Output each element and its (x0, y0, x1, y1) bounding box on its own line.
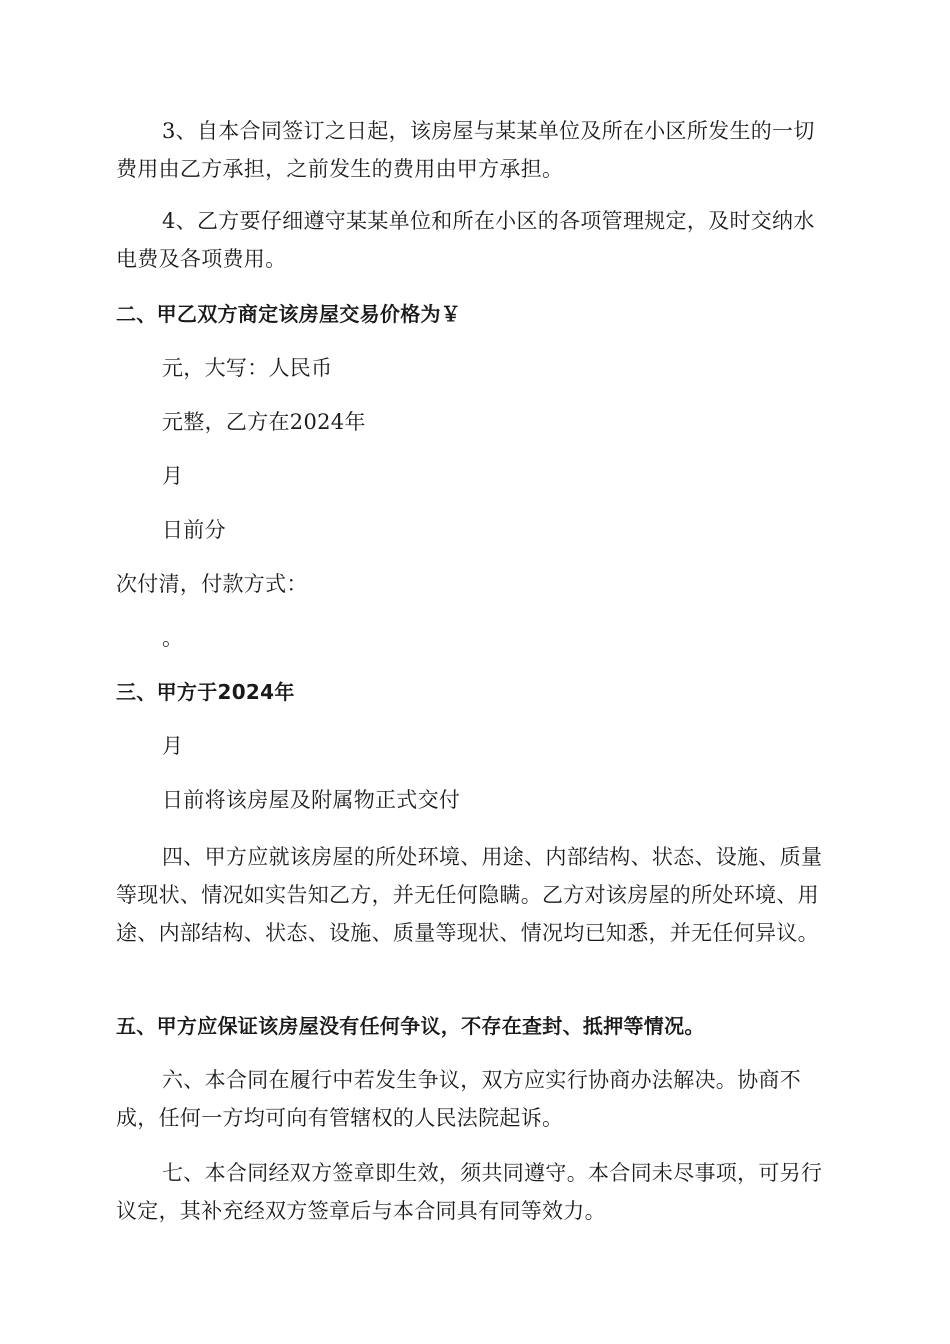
clause-6-dispute: 六、本合同在履行中若发生争议，双方应实行协商办法解决。协商不成，任何一方均可向有管辖权的人民法院起诉。 (116, 1068, 801, 1130)
month-line-1: 月 (162, 464, 184, 488)
clause-4-disclosure: 四、甲方应就该房屋的所处环境、用途、内部结构、状态、设施、质量等现状、情况如实告知乙方，并无任何隐瞒。乙方对该房屋的所处环境、用途、内部结构、状态、设施、质量等现状、情况均已知悉，并无任何异议。 (116, 845, 823, 945)
clause-4: 4、乙方要仔细遵守某某单位和所在小区的各项管理规定，及时交纳水电费及各项费用。 (116, 209, 815, 271)
section-2-heading: 二、甲乙双方商定该房屋交易价格为￥ (116, 302, 462, 326)
price-yuan-line: 元，大写：人民币 (162, 356, 333, 380)
month-line-2: 月 (162, 734, 184, 758)
section-3-heading: 三、甲方于2024年 (116, 680, 295, 704)
clause-7-effect: 七、本合同经双方签章即生效，须共同遵守。本合同未尽事项，可另行议定，其补充经双方签章后与本合同具有同等效力。 (116, 1161, 823, 1223)
day-before-line: 日前分 (162, 518, 226, 542)
price-yuanzheng-line: 元整，乙方在2024年 (162, 410, 366, 434)
clause-3: 3、自本合同签订之日起，该房屋与某某单位及所在小区所发生的一切费用由乙方承担，之前发生的费用由甲方承担。 (116, 119, 815, 181)
delivery-line: 日前将该房屋及附属物正式交付 (162, 788, 461, 812)
period-line: 。 (162, 626, 184, 650)
payment-method-line: 次付清，付款方式： (116, 572, 308, 596)
section-5-heading: 五、甲方应保证该房屋没有任何争议，不存在查封、抵押等情况。 (116, 1014, 705, 1038)
